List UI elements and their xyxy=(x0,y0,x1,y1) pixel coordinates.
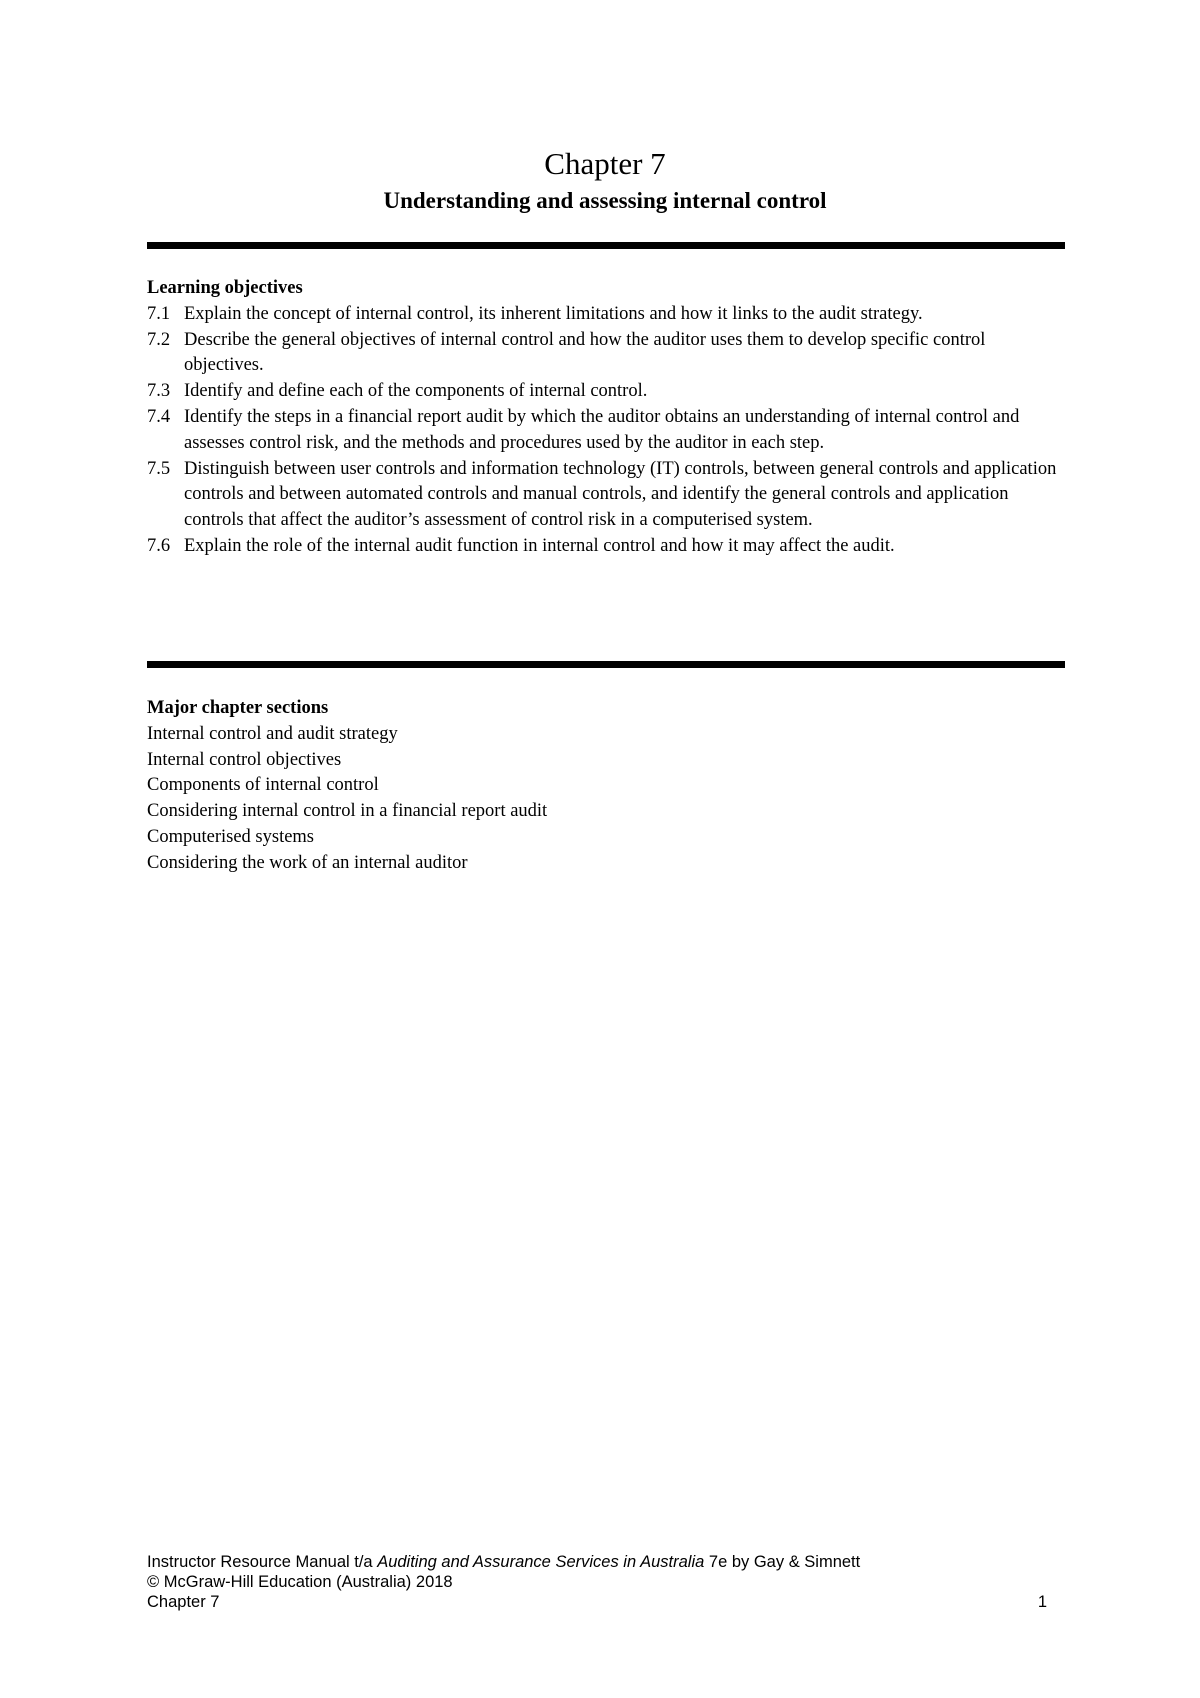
objective-number: 7.4 xyxy=(147,406,171,427)
footer-copyright: © McGraw-Hill Education (Australia) 2018 xyxy=(147,1573,453,1591)
footer-credit-line xyxy=(147,1552,1047,1572)
major-sections-heading: Major chapter sections xyxy=(147,698,329,718)
section-item: Considering internal control in a financial report audit xyxy=(147,801,548,822)
chapter-title: Chapter 7 xyxy=(544,146,666,181)
objective-number: 7.3 xyxy=(147,381,171,402)
major-sections-list xyxy=(147,722,1065,877)
chapter-subtitle: Understanding and assessing internal control xyxy=(383,188,827,213)
objective-text: Identify the steps in a financial report audit by which the auditor obtains an understanding of internal control and assesses control risk, and the methods and procedures used by the auditor in each step. xyxy=(184,406,1020,453)
objective-text: Identify and define each of the components of internal control. xyxy=(184,381,648,402)
top-divider xyxy=(147,242,1065,249)
objective-number: 7.1 xyxy=(147,303,171,324)
learning-objectives-list xyxy=(147,302,1065,560)
learning-objectives-section xyxy=(147,276,1065,560)
major-sections-section xyxy=(147,696,1065,877)
section-item: Internal control objectives xyxy=(147,749,342,770)
objective-text: Distinguish between user controls and information technology (IT) controls, between general controls and application controls and between automated controls and manual controls, and identify the general controls and application controls that affect the auditor’s assessment of control risk in a computerised system. xyxy=(184,458,1057,531)
page-number: 1 xyxy=(1037,1593,1047,1611)
objective-number: 7.5 xyxy=(147,458,171,479)
objective-item xyxy=(147,302,1065,328)
footer-suffix: 7e by Gay & Simnett xyxy=(704,1553,861,1571)
objective-item xyxy=(147,405,1065,457)
objective-text: Describe the general objectives of internal control and how the auditor uses them to develop specific control objectives. xyxy=(184,329,986,376)
page-footer xyxy=(147,1552,1047,1612)
objective-item xyxy=(147,457,1065,534)
section-item: Considering the work of an internal auditor xyxy=(147,852,468,873)
section-item: Computerised systems xyxy=(147,826,315,847)
objective-number: 7.2 xyxy=(147,329,171,350)
objective-text: Explain the concept of internal control, its inherent limitations and how it links to the audit strategy. xyxy=(184,303,923,324)
section-item: Components of internal control xyxy=(147,775,379,796)
footer-prefix: Instructor Resource Manual t/a xyxy=(147,1553,378,1571)
middle-divider xyxy=(147,661,1065,668)
objective-number: 7.6 xyxy=(147,535,171,556)
objective-item xyxy=(147,379,1065,405)
objective-item xyxy=(147,534,1065,560)
learning-objectives-heading: Learning objectives xyxy=(147,278,303,298)
objective-text: Explain the role of the internal audit function in internal control and how it may affect the audit. xyxy=(184,535,895,556)
footer-chapter: Chapter 7 xyxy=(147,1593,220,1611)
objective-item xyxy=(147,328,1065,380)
section-item: Internal control and audit strategy xyxy=(147,723,398,744)
footer-book-title: Auditing and Assurance Services in Australia xyxy=(377,1553,705,1571)
